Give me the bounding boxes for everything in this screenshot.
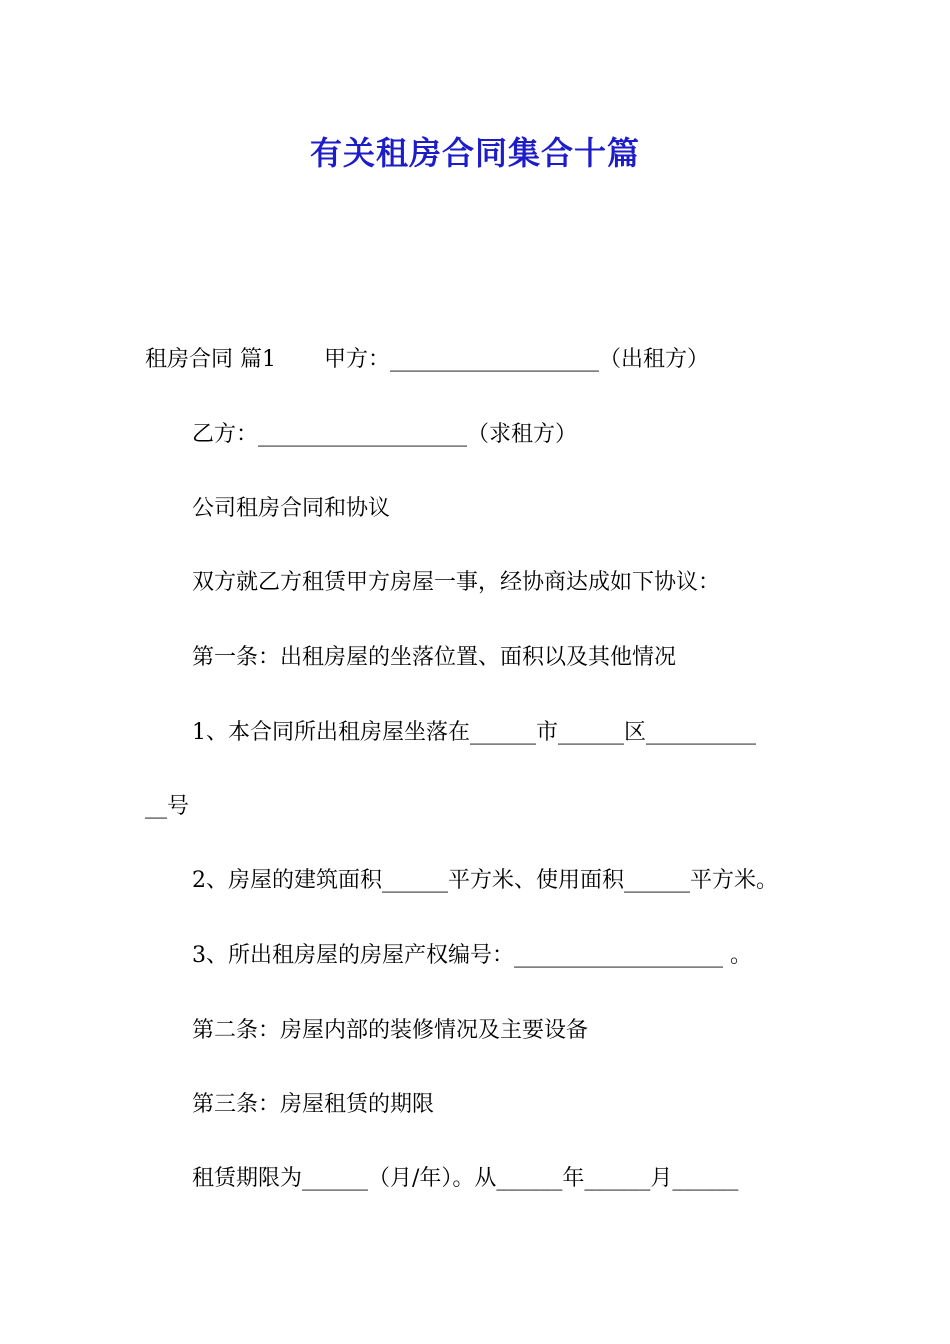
paragraph: 2、房屋的建筑面积______平方米、使用面积______平方米。 <box>192 868 778 893</box>
section-label: 租房合同 篇1 <box>145 347 276 372</box>
article-heading: 第三条：房屋租赁的期限 <box>192 1092 435 1117</box>
article-heading: 第二条：房屋内部的装修情况及主要设备 <box>192 1018 589 1043</box>
paragraph: 1、本合同所出租房屋坐落在______市______区__________ <box>192 720 756 745</box>
paragraph: 双方就乙方租赁甲方房屋一事，经协商达成如下协议： <box>192 570 721 595</box>
paragraph-continuation: __号 <box>145 794 190 819</box>
paragraph-heading-line <box>145 345 709 375</box>
document-title: 有关租房合同集合十篇 <box>309 134 640 172</box>
paragraph: 3、所出租房屋的房屋产权编号：___________________ 。 <box>192 943 752 968</box>
paragraph: 公司租房合同和协议 <box>192 496 391 521</box>
paragraph: 租赁期限为______（月/年）。从______年______月______ <box>192 1166 739 1191</box>
article-heading: 第一条：出租房屋的坐落位置、面积以及其他情况 <box>192 645 677 670</box>
party-a-line: 甲方：___________________（出租方） <box>324 347 710 372</box>
party-b-line: 乙方：___________________（求租方） <box>192 422 578 447</box>
